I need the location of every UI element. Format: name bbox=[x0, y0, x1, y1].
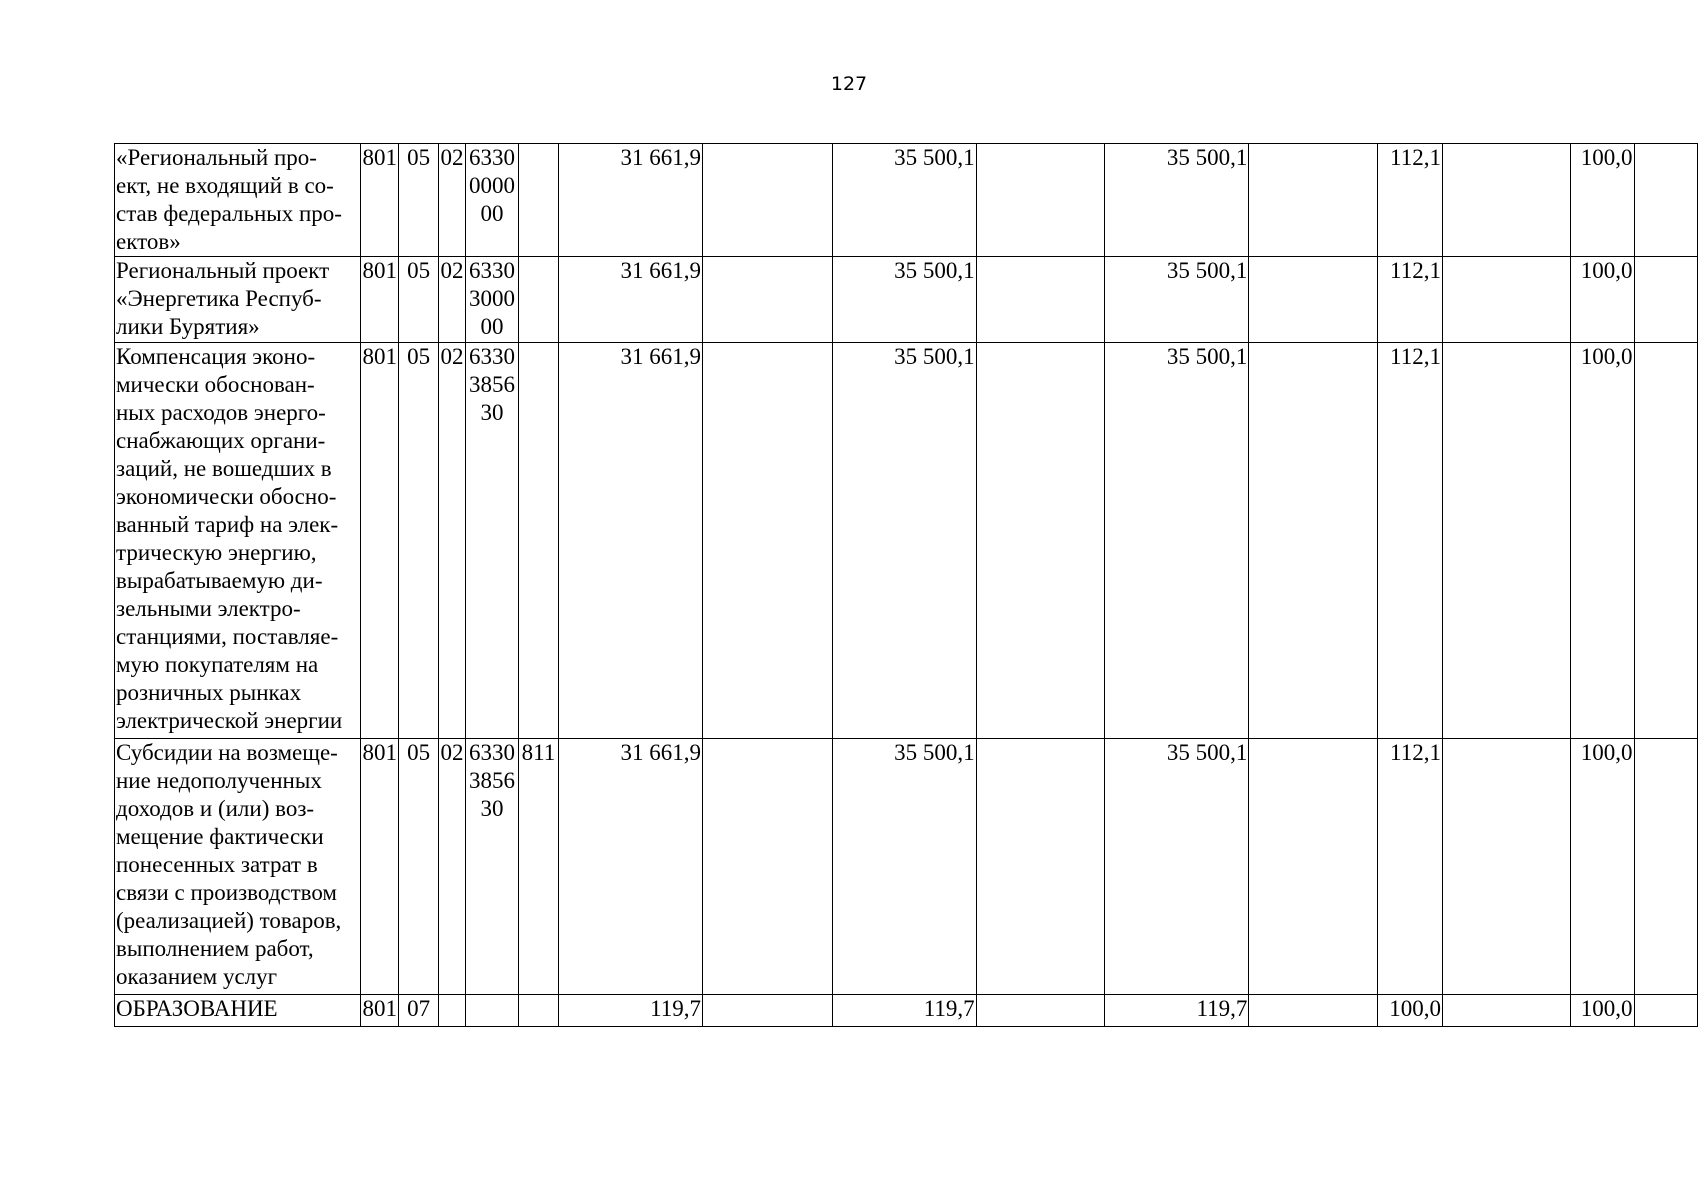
row-name-cell: ОБРАЗОВАНИЕ bbox=[115, 995, 361, 1027]
value-cell-1: 31 661,9 bbox=[558, 739, 702, 995]
blank-cell bbox=[1442, 257, 1570, 343]
row-name-cell: «Региональный про- ект, не входящий в со- став федеральных про- ектов» bbox=[115, 144, 361, 257]
percent-cell-2: 100,0 bbox=[1570, 739, 1634, 995]
table-row bbox=[115, 257, 1698, 343]
blank-cell bbox=[1249, 257, 1378, 343]
section-code-cell: 05 bbox=[399, 739, 439, 995]
target-article-cell: 6330 3000 00 bbox=[466, 257, 519, 343]
row-name-cell: Региональный проект «Энергетика Респуб- лики Бурятия» bbox=[115, 257, 361, 343]
percent-cell-2: 100,0 bbox=[1570, 257, 1634, 343]
section-code-cell: 05 bbox=[399, 343, 439, 739]
subsection-code-cell: 02 bbox=[439, 343, 466, 739]
blank-cell bbox=[702, 739, 832, 995]
value-cell-1: 31 661,9 bbox=[558, 257, 702, 343]
blank-cell bbox=[702, 343, 832, 739]
blank-cell bbox=[1442, 739, 1570, 995]
table-row bbox=[115, 995, 1698, 1027]
table-row bbox=[115, 343, 1698, 739]
value-cell-3: 119,7 bbox=[1105, 995, 1249, 1027]
subsection-code-cell: 02 bbox=[439, 257, 466, 343]
blank-cell bbox=[702, 257, 832, 343]
expense-type-cell bbox=[518, 995, 558, 1027]
target-article-cell: 6330 3856 30 bbox=[466, 343, 519, 739]
table-row bbox=[115, 739, 1698, 995]
blank-cell bbox=[1634, 995, 1697, 1027]
blank-cell bbox=[1634, 257, 1697, 343]
value-cell-2: 35 500,1 bbox=[832, 144, 976, 257]
row-name-cell: Субсидии на возмеще- ние недополученных доходов и (или) воз- мещение фактически понесенных затрат в связи с производством (реализацией) товаров, выполнением работ, оказанием услуг bbox=[115, 739, 361, 995]
blank-cell bbox=[1634, 343, 1697, 739]
expense-type-cell bbox=[518, 144, 558, 257]
blank-cell bbox=[1442, 995, 1570, 1027]
table-row bbox=[115, 144, 1698, 257]
blank-cell bbox=[1634, 144, 1697, 257]
percent-cell-1: 112,1 bbox=[1378, 343, 1443, 739]
subsection-code-cell: 02 bbox=[439, 739, 466, 995]
expense-type-cell: 811 bbox=[518, 739, 558, 995]
blank-cell bbox=[976, 739, 1105, 995]
percent-cell-1: 100,0 bbox=[1378, 995, 1443, 1027]
section-code-cell: 05 bbox=[399, 257, 439, 343]
blank-cell bbox=[976, 343, 1105, 739]
blank-cell bbox=[1249, 995, 1378, 1027]
percent-cell-2: 100,0 bbox=[1570, 343, 1634, 739]
row-name-cell: Компенсация эконо- мически обоснован- ных расходов энерго- снабжающих органи- заций, не вошедших в экономически обосно- ванный тариф на элек- трическую энергию, вырабатываемую ди- зельными электро- станциями, поставляе- мую покупателям на розничных рынках электрической энергии bbox=[115, 343, 361, 739]
blank-cell bbox=[1442, 343, 1570, 739]
blank-cell bbox=[1249, 343, 1378, 739]
expense-type-cell bbox=[518, 257, 558, 343]
section-code-cell: 05 bbox=[399, 144, 439, 257]
value-cell-2: 35 500,1 bbox=[832, 739, 976, 995]
percent-cell-2: 100,0 bbox=[1570, 144, 1634, 257]
value-cell-1: 119,7 bbox=[558, 995, 702, 1027]
value-cell-2: 35 500,1 bbox=[832, 343, 976, 739]
value-cell-3: 35 500,1 bbox=[1105, 257, 1249, 343]
blank-cell bbox=[976, 995, 1105, 1027]
grbs-code-cell: 801 bbox=[361, 144, 399, 257]
target-article-cell: 6330 0000 00 bbox=[466, 144, 519, 257]
grbs-code-cell: 801 bbox=[361, 257, 399, 343]
value-cell-1: 31 661,9 bbox=[558, 343, 702, 739]
blank-cell bbox=[1249, 144, 1378, 257]
expense-type-cell bbox=[518, 343, 558, 739]
grbs-code-cell: 801 bbox=[361, 343, 399, 739]
target-article-cell: 6330 3856 30 bbox=[466, 739, 519, 995]
subsection-code-cell bbox=[439, 995, 466, 1027]
value-cell-3: 35 500,1 bbox=[1105, 739, 1249, 995]
percent-cell-1: 112,1 bbox=[1378, 257, 1443, 343]
blank-cell bbox=[1442, 144, 1570, 257]
grbs-code-cell: 801 bbox=[361, 739, 399, 995]
value-cell-2: 35 500,1 bbox=[832, 257, 976, 343]
blank-cell bbox=[976, 257, 1105, 343]
blank-cell bbox=[702, 144, 832, 257]
page-number: 127 bbox=[830, 73, 868, 95]
percent-cell-1: 112,1 bbox=[1378, 739, 1443, 995]
blank-cell bbox=[702, 995, 832, 1027]
target-article-cell bbox=[466, 995, 519, 1027]
value-cell-3: 35 500,1 bbox=[1105, 343, 1249, 739]
percent-cell-1: 112,1 bbox=[1378, 144, 1443, 257]
blank-cell bbox=[1634, 739, 1697, 995]
blank-cell bbox=[1249, 739, 1378, 995]
blank-cell bbox=[976, 144, 1105, 257]
value-cell-1: 31 661,9 bbox=[558, 144, 702, 257]
budget-table bbox=[114, 143, 1698, 1027]
grbs-code-cell: 801 bbox=[361, 995, 399, 1027]
value-cell-3: 35 500,1 bbox=[1105, 144, 1249, 257]
subsection-code-cell: 02 bbox=[439, 144, 466, 257]
section-code-cell: 07 bbox=[399, 995, 439, 1027]
percent-cell-2: 100,0 bbox=[1570, 995, 1634, 1027]
value-cell-2: 119,7 bbox=[832, 995, 976, 1027]
